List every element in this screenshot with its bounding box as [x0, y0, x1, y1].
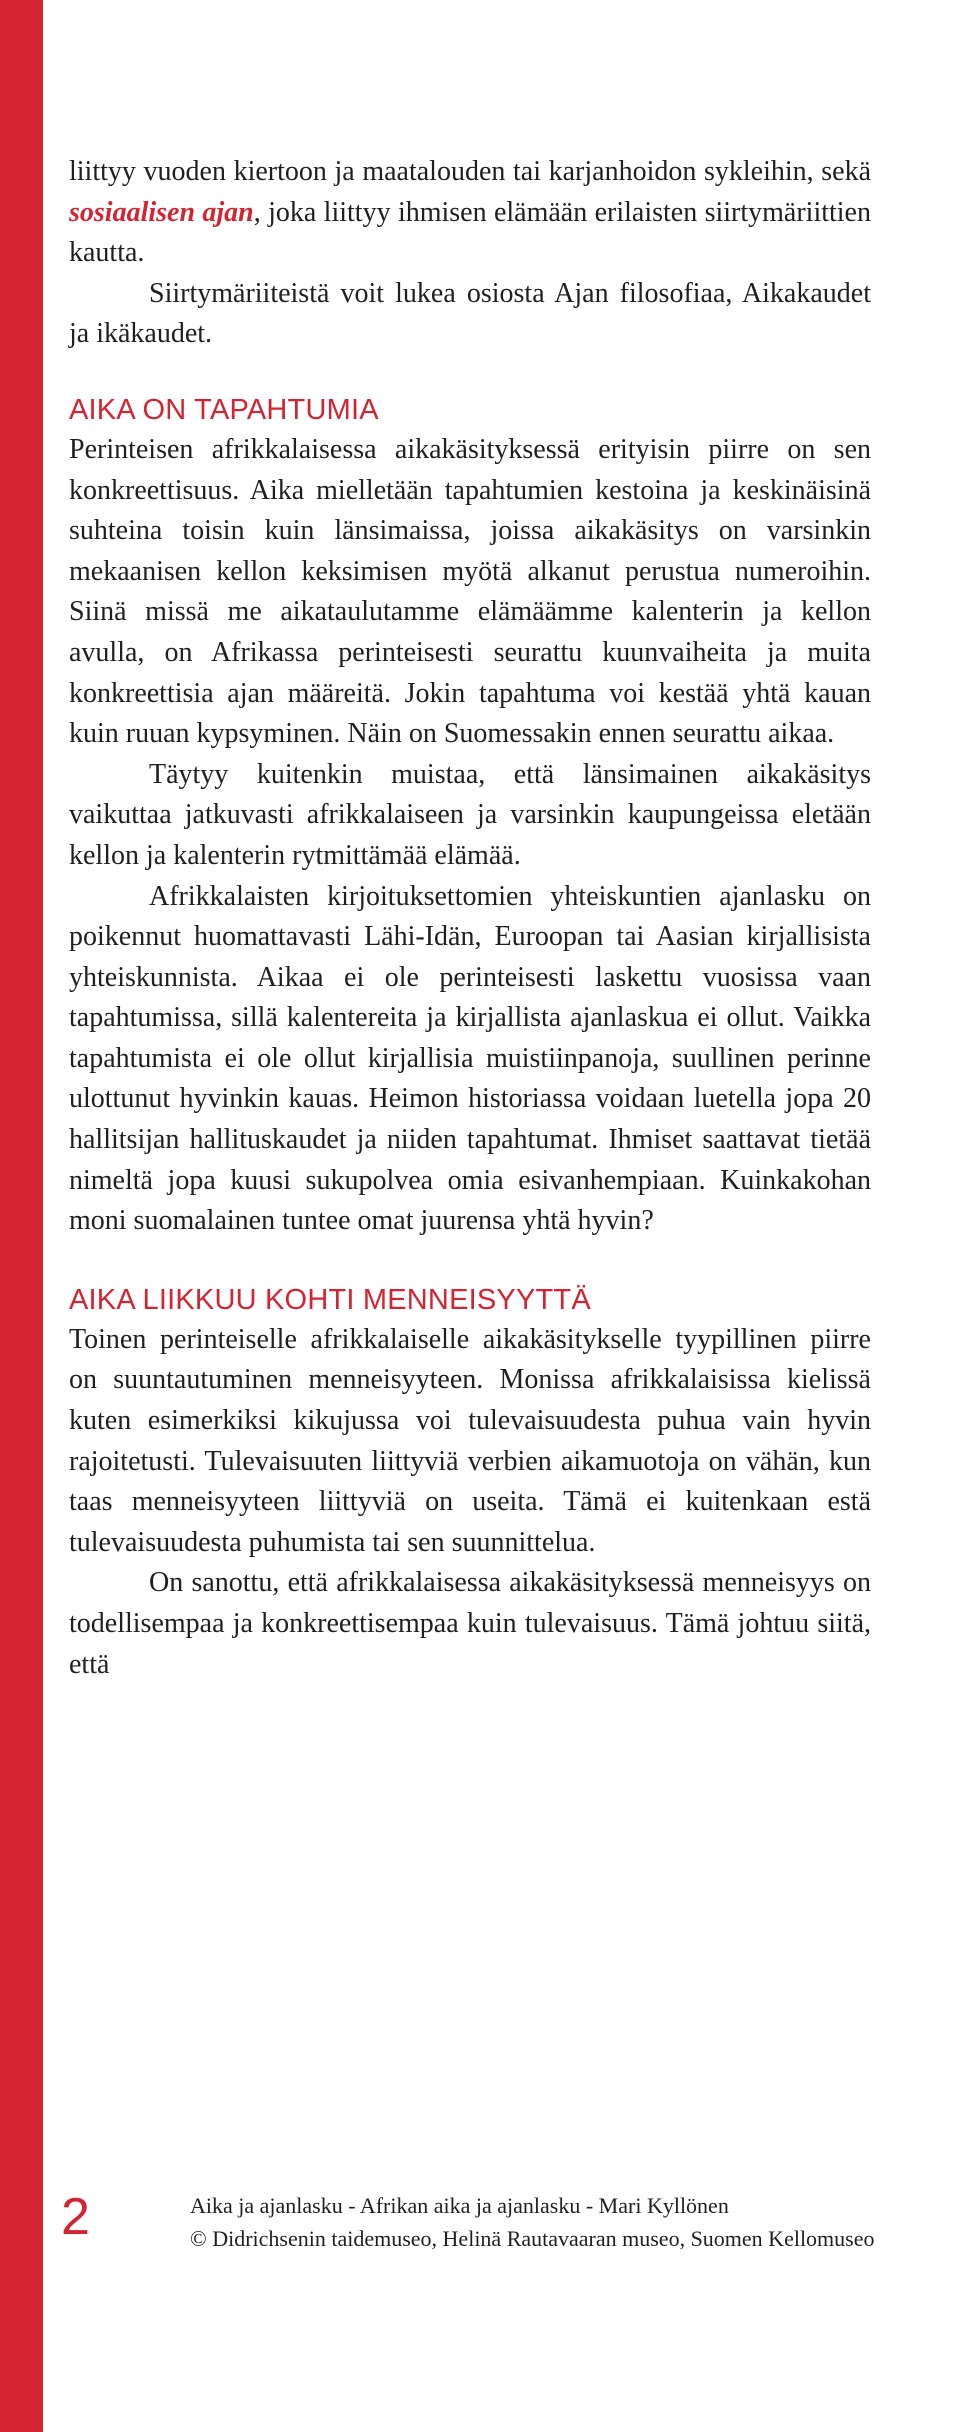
paragraph-text: , joka liittyy ihmisen elämään erilaisten siirtymäriittien kautta.: [69, 196, 871, 269]
footer-title-line: Aika ja ajanlasku - Afrikan aika ja ajanlasku - Mari Kyllönen: [190, 2193, 729, 2218]
left-accent-bar: [0, 0, 43, 2432]
paragraph-social-time: [69, 152, 871, 274]
paragraph-oral-tradition: Afrikkalaisten kirjoituksettomien yhteiskuntien ajanlasku on poikennut huomattavasti Lähi-Idän, Euroopan tai Aasian kirjallisista yhteiskunnista. Aikaa ei ole perinteisesti laskettu vuosissa vaan tapahtumissa, sillä kalentereita ja kirjallista ajanlaskua ei ollut. Vaikka tapahtumista ei ole ollut kirjallisia muistiinpanoja, suullinen perinne ulottunut hyvinkin kauas. Heimon historiassa voidaan luetella jopa 20 hallitsijan hallituskaudet ja niiden tapahtumat. Ihmiset saattavat tietää nimeltä jopa kuusi sukupolvea omia esivanhempiaan. Kuinkakohan moni suomalainen tuntee omat juurensa yhtä hyvin?: [69, 880, 871, 1237]
section-heading-past: AIKA LIIKKUU KOHTI MENNEISYYTTÄ: [69, 1283, 591, 1316]
page-footer: [61, 2187, 951, 2267]
page-number: 2: [61, 2188, 90, 2246]
footer-copyright-line: © Didrichsenin taidemuseo, Helinä Rautavaaran museo, Suomen Kellomuseo: [190, 2226, 875, 2251]
page-content: [69, 152, 871, 1685]
footer-credits: [190, 2189, 875, 2255]
paragraph-text: liittyy vuoden kiertoon ja maatalouden tai karjanhoidon sykleihin, sekä: [69, 156, 871, 187]
paragraph-rites-reference: Siirtymäriiteistä voit lukea osiosta Ajan filosofiaa, Aikakaudet ja ikäkaudet.: [69, 277, 871, 350]
paragraph-past-reality: On sanottu, että afrikkalaisessa aikakäsityksessä menneisyys on todellisempaa ja konkreettisempaa kuin tulevaisuus. Tämä johtuu siitä, että: [69, 1567, 871, 1680]
paragraph-concreteness: Perinteisen afrikkalaisessa aikakäsityksessä erityisin piirre on sen konkreettisuus. Aika mielletään tapahtumien kestoina ja keskinäisinä suhteina toisin kuin länsimaissa, joissa aikakäsitys on varsinkin mekaanisen kellon keksimisen myötä alkanut perustua numeroihin. Siinä missä me aikataulutamme elämäämme kalenterin ja kellon avulla, on Afrikassa perinteisesti seurattu kuunvaiheita ja muita konkreettisia ajan määreitä. Jokin tapahtuma voi kestää yhtä kauan kuin ruuan kypsyminen. Näin on Suomessakin ennen seurattu aikaa.: [69, 433, 871, 750]
section-heading-events: AIKA ON TAPAHTUMIA: [69, 393, 379, 426]
paragraph-past-orientation: Toinen perinteiselle afrikkalaiselle aikakäsitykselle tyypillinen piirre on suuntautuminen menneisyyteen. Monissa afrikkalaisissa kielissä kuten esimerkiksi kikujussa voi tulevaisuudesta puhua vain hyvin rajoitetusti. Tulevaisuuten liittyviä verbien aikamuotoja on vähän, kun taas menneisyyteen liittyviä on useita. Tämä ei kuitenkaan estä tulevaisuudesta puhumista tai sen suunnittelua.: [69, 1323, 871, 1558]
emphasis-social-time: sosiaalisen ajan: [69, 196, 254, 228]
paragraph-western-influence: Täytyy kuitenkin muistaa, että länsimainen aikakäsitys vaikuttaa jatkuvasti afrikkalaiseen ja varsinkin kaupungeissa eletään kellon ja kalenterin rytmittämää elämää.: [69, 758, 871, 871]
